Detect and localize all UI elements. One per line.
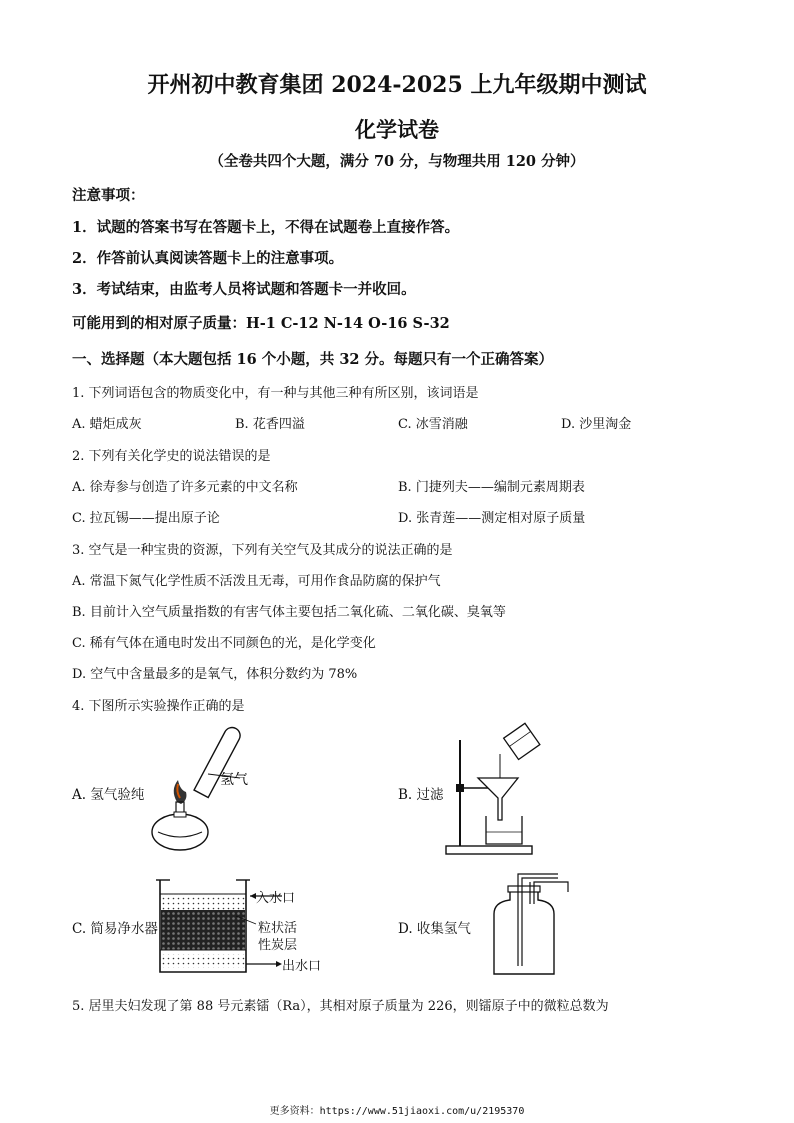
q3-option-c: C. 稀有气体在通电时发出不同颜色的光，是化学变化: [72, 636, 376, 651]
q4-option-b: B. 过滤: [398, 787, 444, 803]
q3-option-b: B. 目前计入空气质量指数的有害气体主要包括二氧化硫、二氧化碳、臭氧等: [72, 605, 506, 620]
notes-heading: 注意事项：: [72, 187, 145, 204]
section-heading: 一、选择题（本大题包括 16 个小题，共 32 分。每题只有一个正确答案）: [72, 351, 554, 368]
exam-info: （全卷共四个大题，满分 70 分，与物理共用 120 分钟）: [209, 153, 585, 170]
q4-option-d: D. 收集氢气: [398, 921, 471, 937]
q1-option-c: C. 冰雪消融: [398, 417, 468, 432]
q3-option-d: D. 空气中含量最多的是氧气，体积分数约为 78%: [72, 667, 358, 682]
figure-filtration: [442, 720, 542, 860]
exam-title: 开州初中教育集团 2024-2025 上九年级期中测试: [147, 72, 647, 98]
fig-c-carbon-label-2: 性炭层: [258, 938, 298, 953]
q2-option-b: B. 门捷列夫——编制元素周期表: [398, 480, 585, 495]
note-item-1: 1．试题的答案书写在答题卡上，不得在试题卷上直接作答。: [72, 219, 460, 236]
figure-gas-collection: [488, 870, 578, 980]
atomic-mass-line: 可能用到的相对原子质量：H-1 C-12 N-14 O-16 S-32: [72, 315, 450, 332]
q1-option-a: A. 蜡炬成灰: [72, 417, 142, 432]
figure-hydrogen-test: [140, 722, 280, 862]
question-3-stem: 3. 空气是一种宝贵的资源，下列有关空气及其成分的说法正确的是: [72, 543, 453, 558]
note-item-2: 2．作答前认真阅读答题卡上的注意事项。: [72, 250, 344, 267]
footer-link[interactable]: 更多资料：https://www.51jiaoxi.com/u/2195370: [269, 1106, 525, 1117]
q2-option-d: D. 张青莲——测定相对原子质量: [398, 511, 586, 526]
q4-option-a: A. 氢气验纯: [72, 787, 145, 803]
q1-option-d: D. 沙里淘金: [561, 417, 632, 432]
q1-option-b: B. 花香四溢: [235, 417, 305, 432]
fig-c-carbon-label-1: 粒状活: [258, 921, 298, 936]
question-1-stem: 1. 下列词语包含的物质变化中，有一种与其他三种有所区别，该词语是: [72, 386, 479, 401]
question-5-stem: 5. 居里夫妇发现了第 88 号元素镭（Ra），其相对原子质量为 226，则镭原子中的微粒总数为: [72, 999, 609, 1014]
q4-option-c: C. 简易净水器: [72, 921, 158, 937]
question-2-stem: 2. 下列有关化学史的说法错误的是: [72, 449, 271, 464]
fig-c-outlet-label: 出水口: [282, 959, 322, 974]
q3-option-a: A. 常温下氮气化学性质不活泼且无毒，可用作食品防腐的保护气: [72, 574, 441, 589]
question-4-stem: 4. 下图所示实验操作正确的是: [72, 699, 245, 714]
exam-subtitle: 化学试卷: [355, 117, 439, 142]
q2-option-a: A. 徐寿参与创造了许多元素的中文名称: [72, 480, 298, 495]
fig-c-inlet-label: 入水口: [256, 891, 296, 906]
note-item-3: 3．考试结束，由监考人员将试题和答题卡一并收回。: [72, 281, 416, 298]
q2-option-c: C. 拉瓦锡——提出原子论: [72, 511, 220, 526]
fig-a-label-hydrogen: 氢气: [220, 772, 248, 788]
